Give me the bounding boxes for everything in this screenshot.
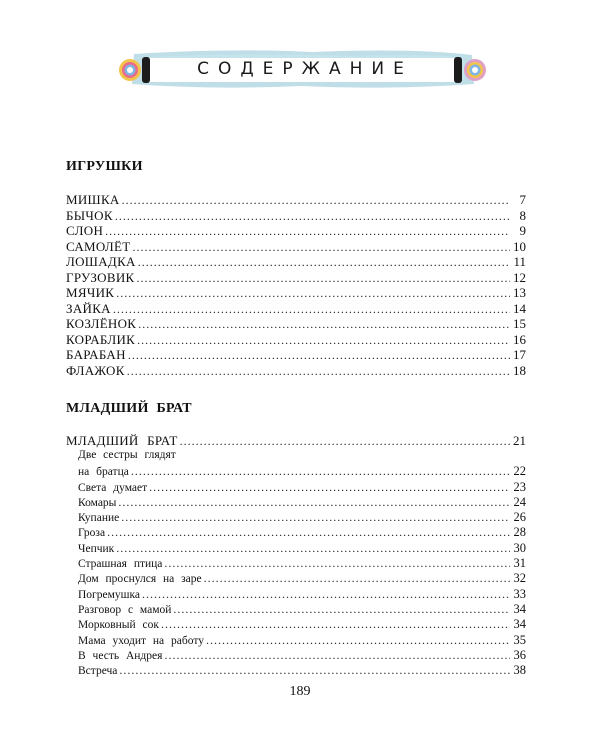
toc-entry[interactable] <box>78 556 526 571</box>
leader-dots <box>127 364 510 379</box>
entry-title: Мама уходит на работу <box>78 634 204 647</box>
entry-title: Морковный сок <box>78 619 159 632</box>
entry-page: 31 <box>513 556 526 571</box>
toc-entry[interactable] <box>66 316 526 332</box>
toc-entry[interactable] <box>78 633 526 648</box>
toc-entry[interactable] <box>78 541 526 556</box>
leader-dots <box>173 602 510 617</box>
entry-title: ЗАЙКА <box>66 300 111 316</box>
toc-entry[interactable] <box>78 525 526 540</box>
entry-page: 32 <box>513 571 526 586</box>
leader-dots <box>206 633 510 648</box>
entry-page: 9 <box>519 223 526 238</box>
toc-entry[interactable] <box>66 285 526 301</box>
toc-entry-main[interactable] <box>66 433 526 449</box>
entry-page: 10 <box>513 238 526 254</box>
entry-title: Чепчик <box>78 542 115 555</box>
entry-title: Купание <box>78 512 120 525</box>
toc-entry[interactable] <box>66 332 526 348</box>
leader-dots <box>121 510 510 525</box>
entry-title: МЛАДШИЙ БРАТ <box>66 433 178 448</box>
entry-title: Страшная птица <box>78 558 163 571</box>
leader-dots <box>118 495 510 510</box>
entry-title: на братца <box>78 466 129 479</box>
entry-page: 34 <box>513 601 526 616</box>
toc-entry[interactable] <box>78 464 526 479</box>
toc-entry[interactable] <box>78 587 526 602</box>
entry-page: 26 <box>513 510 526 525</box>
leader-dots <box>119 663 510 678</box>
entry-title: СЛОН <box>66 223 104 238</box>
leader-dots <box>138 255 510 270</box>
leader-dots <box>149 480 510 495</box>
entry-title: ГРУЗОВИК <box>66 269 135 285</box>
leader-dots <box>116 286 510 301</box>
toc-entry[interactable] <box>66 223 526 239</box>
entry-title: БАРАБАН <box>66 347 126 362</box>
leader-dots <box>180 434 510 449</box>
toc-entry[interactable] <box>78 480 526 495</box>
toc-entry[interactable] <box>66 347 526 363</box>
entry-page: 38 <box>513 663 526 678</box>
leader-dots <box>113 302 510 317</box>
leader-dots <box>164 556 510 571</box>
section-toys <box>66 159 526 378</box>
entry-page: 17 <box>513 347 526 362</box>
leader-dots <box>204 571 510 586</box>
entry-page: 23 <box>513 479 526 494</box>
entry-title: МЯЧИК <box>66 285 115 300</box>
leader-dots <box>105 224 510 239</box>
entry-title: В честь Андрея <box>78 649 163 662</box>
leader-dots <box>116 541 510 556</box>
entry-page: 34 <box>513 617 526 632</box>
leader-dots <box>137 333 510 348</box>
toc-entry[interactable] <box>78 663 526 678</box>
entry-title: Погремушка <box>78 588 141 601</box>
leader-dots <box>128 348 510 363</box>
leader-dots <box>164 648 510 663</box>
entry-title: ЛОШАДКА <box>66 254 136 269</box>
leader-dots <box>137 271 511 286</box>
entry-page: 30 <box>513 540 526 555</box>
toc-entry[interactable] <box>66 301 526 317</box>
entry-title: Комары <box>78 496 117 509</box>
leader-dots <box>142 587 510 602</box>
entry-title: ФЛАЖОК <box>66 362 125 378</box>
toc-entry[interactable] <box>66 363 526 379</box>
entry-page: 11 <box>513 254 526 269</box>
toc-entry[interactable] <box>66 254 526 270</box>
page-number: 189 <box>289 684 311 699</box>
leader-dots <box>133 240 510 255</box>
entry-page: 16 <box>513 331 526 347</box>
leader-dots <box>107 525 510 540</box>
entry-title: КОРАБЛИК <box>66 331 136 347</box>
entry-page: 18 <box>513 362 526 378</box>
section-younger-brother <box>66 401 526 678</box>
entry-title: САМОЛЁТ <box>66 238 131 254</box>
entry-page: 15 <box>513 316 526 331</box>
sub-entries <box>66 449 526 678</box>
entry-title-first-line: Две сестры глядят <box>78 449 176 461</box>
entry-title: БЫЧОК <box>66 207 113 223</box>
toc-entry[interactable] <box>78 571 526 586</box>
toc-entry[interactable] <box>78 495 526 510</box>
entry-title: КОЗЛЁНОК <box>66 316 137 331</box>
entry-page: 12 <box>513 269 526 285</box>
toc-entry[interactable] <box>66 270 526 286</box>
section-title: ИГРУШКИ <box>66 159 143 174</box>
entry-title: Разговор с мамой <box>78 603 172 616</box>
header-banner <box>112 46 492 92</box>
header-title: СОДЕРЖАНИЕ <box>197 59 413 79</box>
toc-entry[interactable] <box>78 510 526 525</box>
leader-dots <box>161 617 510 632</box>
toc-entry[interactable] <box>78 602 526 617</box>
entry-page: 24 <box>513 494 526 509</box>
entry-title: Света думает <box>78 481 148 494</box>
toc-list <box>66 192 526 378</box>
entry-title: Дом проснулся на заре <box>78 573 202 586</box>
toc-entry[interactable] <box>66 208 526 224</box>
entry-title: Гроза <box>78 527 106 540</box>
toc-entry[interactable] <box>66 239 526 255</box>
entry-page: 14 <box>513 300 526 316</box>
entry-page: 36 <box>513 647 526 662</box>
entry-page: 22 <box>513 464 526 479</box>
entry-page: 35 <box>513 632 526 647</box>
leader-dots <box>131 464 510 479</box>
toc-entry[interactable] <box>78 648 526 663</box>
toc-entry[interactable] <box>66 192 526 208</box>
entry-page: 13 <box>513 285 526 300</box>
entry-title: Встреча <box>78 665 118 678</box>
entry-page: 8 <box>519 207 526 223</box>
leader-dots <box>122 193 510 208</box>
toc-list <box>78 464 526 678</box>
entry-page: 7 <box>519 192 526 207</box>
leader-dots <box>138 317 510 332</box>
entry-title: МИШКА <box>66 192 120 207</box>
entry-page: 21 <box>513 433 526 448</box>
entry-page: 28 <box>513 525 526 540</box>
toc-entry[interactable] <box>78 617 526 632</box>
entry-page: 33 <box>513 586 526 601</box>
leader-dots <box>115 209 510 224</box>
section-title: МЛАДШИЙ БРАТ <box>66 401 192 416</box>
